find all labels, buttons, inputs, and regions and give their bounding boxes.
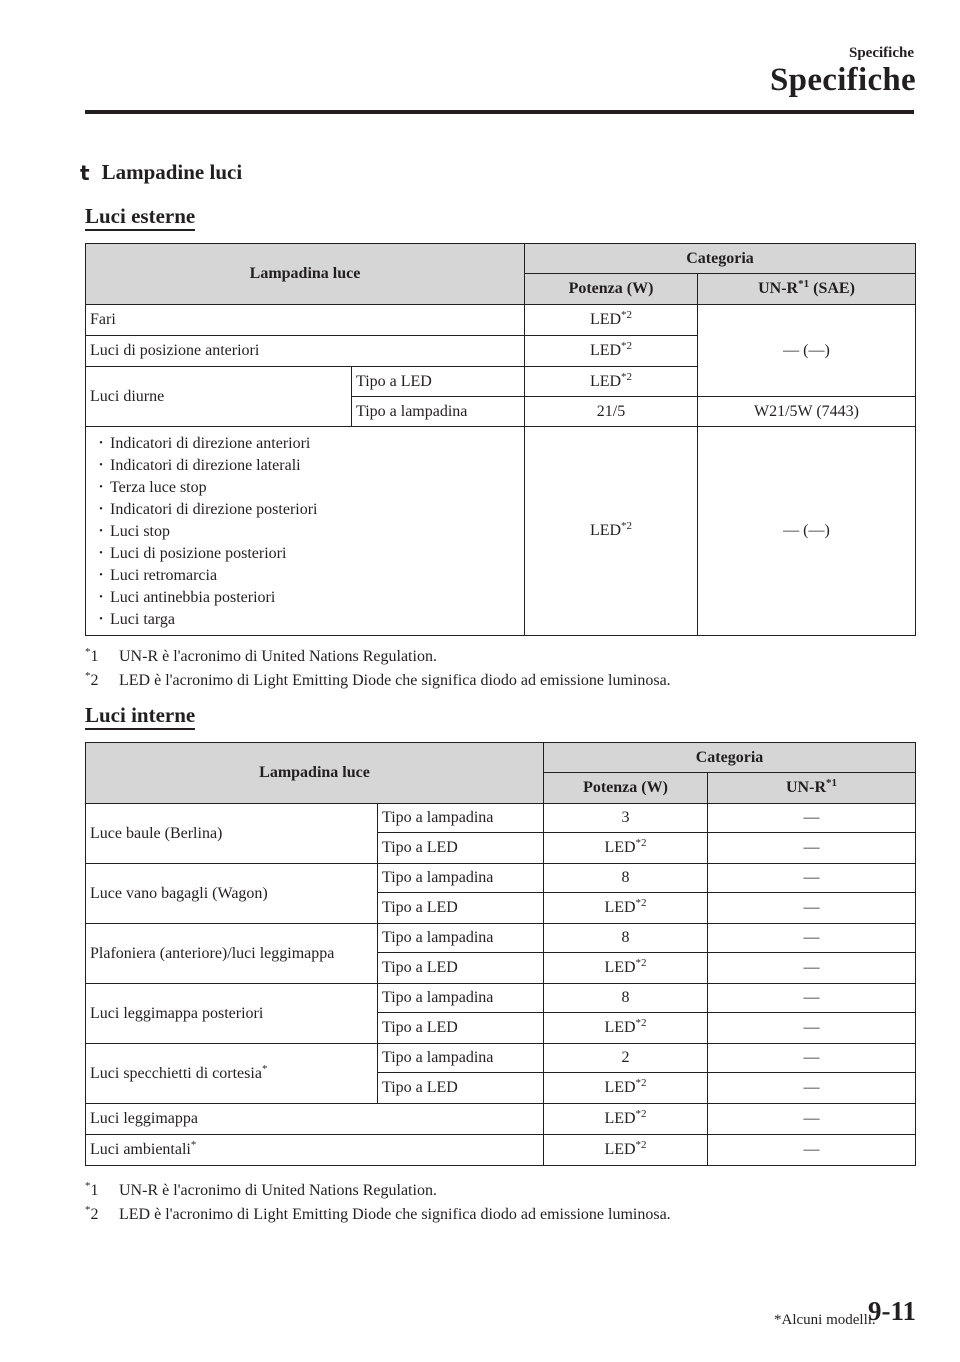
int-lamp-watt: 2 xyxy=(544,1044,708,1073)
int-lamp-watt: 8 xyxy=(544,924,708,953)
int-dash: — xyxy=(708,804,916,833)
int-dash: — xyxy=(708,1044,916,1073)
ext-fari-led: LED$^{*2}$ xyxy=(525,305,698,336)
int-tipo-lamp: Tipo a lampadina xyxy=(378,804,544,833)
int-led: LED$^{*2}$ xyxy=(544,1073,708,1104)
int-dash: — xyxy=(708,893,916,924)
int-single-name: Luci ambientali* xyxy=(86,1135,544,1166)
int-dash: — xyxy=(708,1013,916,1044)
ext-head-category: Categoria xyxy=(525,244,916,274)
ext-row-pos-ant: Luci di posizione anteriori xyxy=(86,336,525,367)
interior-subtitle-text: Luci interne xyxy=(85,703,195,730)
int-led: LED$^{*2}$ xyxy=(544,1135,708,1166)
ext-row-fari: Fari xyxy=(86,305,525,336)
header-rule xyxy=(85,110,914,114)
page-number: 9-11 xyxy=(867,1296,916,1326)
exterior-footnotes xyxy=(85,645,671,693)
footnote: *2 LED è l'acronimo di Light Emitting Diode che significa diodo ad emissione luminosa. xyxy=(85,1204,671,1223)
interior-lights-table xyxy=(85,742,916,1166)
int-led: LED$^{*2}$ xyxy=(544,833,708,864)
list-item: • Luci targa xyxy=(90,609,520,631)
ext-head-unr: $UN-R^{*1}$ (SAE) xyxy=(698,274,916,305)
ext-diurne-led: LED$^{*2}$ xyxy=(525,367,698,397)
int-dash: — xyxy=(708,953,916,984)
list-item: • Indicatori di direzione anteriori xyxy=(90,433,520,455)
int-group-name: Luci leggimappa posteriori xyxy=(86,984,378,1044)
int-dash: — xyxy=(708,984,916,1013)
int-group-name: Plafoniera (anteriore)/luci leggimappa xyxy=(86,924,378,984)
ext-diurne-tipo-led: Tipo a LED xyxy=(352,367,525,397)
int-dash: — xyxy=(708,1073,916,1104)
list-item: • Luci stop xyxy=(90,521,520,543)
ext-pos-ant-led: LED$^{*2}$ xyxy=(525,336,698,367)
ext-diurne-code: W21/5W (7443) xyxy=(698,397,916,427)
interior-footnotes xyxy=(85,1179,671,1227)
int-single-name: Luci leggimappa xyxy=(86,1104,544,1135)
ext-row-diurne: Luci diurne xyxy=(86,367,352,427)
int-lamp-watt: 8 xyxy=(544,864,708,893)
section-title-text: Lampadine luci xyxy=(101,160,243,184)
int-tipo-led: Tipo a LED xyxy=(378,1073,544,1104)
int-tipo-led: Tipo a LED xyxy=(378,953,544,984)
ext-dash-group: — (—) xyxy=(698,305,916,397)
list-item: • Indicatori di direzione laterali xyxy=(90,455,520,477)
int-head-power: Potenza (W) xyxy=(544,773,708,804)
int-tipo-led: Tipo a LED xyxy=(378,893,544,924)
footnote: *2 LED è l'acronimo di Light Emitting Diode che significa diodo ad emissione luminosa. xyxy=(85,670,671,689)
exterior-subtitle-text: Luci esterne xyxy=(85,204,195,231)
int-head-unr: $UN-R^{*1}$ xyxy=(708,773,916,804)
list-item: • Luci antinebbia posteriori xyxy=(90,587,520,609)
int-dash: — xyxy=(708,924,916,953)
int-dash: — xyxy=(708,1104,916,1135)
ext-list-dash: — (—) xyxy=(698,427,916,636)
exterior-subtitle xyxy=(85,204,195,229)
int-tipo-lamp: Tipo a lampadina xyxy=(378,864,544,893)
ext-diurne-tipo-lamp: Tipo a lampadina xyxy=(352,397,525,427)
list-item: • Luci retromarcia xyxy=(90,565,520,587)
int-led: LED$^{*2}$ xyxy=(544,953,708,984)
int-tipo-led: Tipo a LED xyxy=(378,833,544,864)
running-header-small: Specifiche xyxy=(849,45,914,61)
ext-light-list xyxy=(90,427,520,635)
interior-subtitle xyxy=(85,703,195,728)
list-item: • Luci di posizione posteriori xyxy=(90,543,520,565)
ext-list-led: LED$^{*2}$ xyxy=(525,427,698,636)
int-lamp-watt: 3 xyxy=(544,804,708,833)
int-dash: — xyxy=(708,1135,916,1166)
int-head-bulb: Lampadina luce xyxy=(86,743,544,804)
list-item: • Indicatori di direzione posteriori xyxy=(90,499,520,521)
int-tipo-lamp: Tipo a lampadina xyxy=(378,924,544,953)
ext-diurne-power: 21/5 xyxy=(525,397,698,427)
footnote: *1 UN-R è l'acronimo di United Nations Regulation. xyxy=(85,646,437,665)
int-dash: — xyxy=(708,864,916,893)
int-group-name: Luce baule (Berlina) xyxy=(86,804,378,864)
list-item: • Terza luce stop xyxy=(90,477,520,499)
int-dash: — xyxy=(708,833,916,864)
section-title xyxy=(80,160,242,185)
ext-head-power: Potenza (W) xyxy=(525,274,698,305)
int-tipo-lamp: Tipo a lampadina xyxy=(378,1044,544,1073)
int-group-name: Luci specchietti di cortesia* xyxy=(86,1044,378,1104)
int-tipo-led: Tipo a LED xyxy=(378,1013,544,1044)
running-header-title: Specifiche xyxy=(770,62,916,98)
int-head-category: Categoria xyxy=(544,743,916,773)
section-bullet-icon: t xyxy=(80,160,90,185)
int-led: LED$^{*2}$ xyxy=(544,893,708,924)
int-led: LED$^{*2}$ xyxy=(544,1013,708,1044)
ext-head-bulb: Lampadina luce xyxy=(86,244,525,305)
int-lamp-watt: 8 xyxy=(544,984,708,1013)
footnote: *1 UN-R è l'acronimo di United Nations Regulation. xyxy=(85,1180,437,1199)
exterior-lights-table xyxy=(85,243,916,636)
int-tipo-lamp: Tipo a lampadina xyxy=(378,984,544,1013)
footer-note: *Alcuni modelli. xyxy=(774,1312,876,1328)
int-led: LED$^{*2}$ xyxy=(544,1104,708,1135)
ext-list-cell xyxy=(86,427,525,636)
int-group-name: Luce vano bagagli (Wagon) xyxy=(86,864,378,924)
